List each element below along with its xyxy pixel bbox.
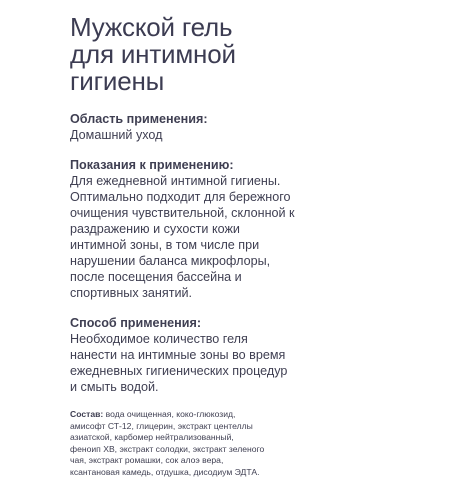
indications-section: [70, 157, 370, 301]
text-line: интимной зоны, в том числе при: [70, 238, 260, 252]
composition-line: ксантановая камедь, отдушка, дисодиум ЭДТА.: [70, 466, 260, 477]
composition-section: [70, 409, 370, 479]
composition-first-line: [70, 409, 370, 421]
composition-line: амисофт СТ-12, глицерин, экстракт центеллы: [70, 420, 253, 431]
application-area-heading: Область применения:: [70, 112, 208, 126]
text-line: Домашний уход: [70, 128, 163, 142]
application-area-section: [70, 111, 370, 143]
composition-label: Состав:: [70, 409, 104, 419]
indications-heading: Показания к применению:: [70, 158, 234, 172]
text-line: нанести на интимные зоны во время: [70, 348, 286, 362]
title-line: Мужской гель: [70, 12, 233, 42]
text-line: спортивных занятий.: [70, 286, 193, 300]
text-line: ежедневных гигиенических процедур: [70, 364, 288, 378]
usage-heading: Способ применения:: [70, 316, 202, 330]
indications-text: [70, 173, 370, 301]
composition-line: чая, экстракт ромашки, сок алоэ вера,: [70, 455, 224, 466]
text-line: Оптимально подходит для бережного: [70, 190, 291, 204]
composition-text: вода очищенная, коко-глюкозид,: [103, 409, 236, 419]
title-line: гигиены: [70, 66, 165, 96]
text-line: после посещения бассейна и: [70, 270, 242, 284]
text-line: нарушении баланса микрофлоры,: [70, 254, 271, 268]
composition-line: феноип ХВ, экстракт солодки, экстракт зеленого: [70, 443, 265, 454]
title-line: для интимной: [70, 39, 236, 69]
text-line: раздражению и сухости кожи: [70, 222, 240, 236]
product-info-page: [70, 14, 370, 479]
text-line: очищения чувствительной, склонной к: [70, 206, 295, 220]
usage-section: [70, 315, 370, 395]
text-line: и смыть водой.: [70, 380, 159, 394]
composition-line: азиатской, карбомер нейтрализованный,: [70, 432, 234, 443]
text-line: Необходимое количество геля: [70, 332, 248, 346]
usage-text: [70, 331, 370, 395]
text-line: Для ежедневной интимной гигиены.: [70, 174, 281, 188]
application-area-text: [70, 127, 370, 143]
product-title: [70, 14, 370, 95]
